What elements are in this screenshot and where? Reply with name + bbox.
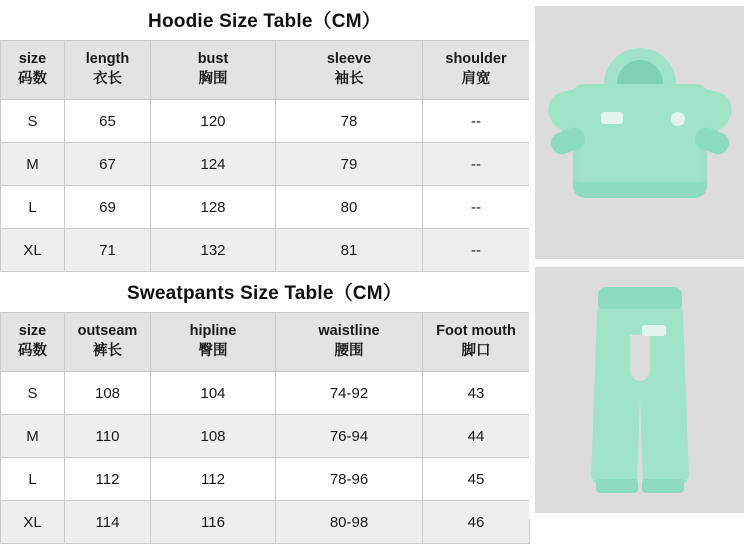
header-cell-outseam [65, 313, 151, 372]
cell-sleeve: 81 [276, 229, 423, 272]
hoodie-size-table [0, 40, 530, 272]
header-en: outseam [77, 323, 138, 340]
cell-foot-mouth: 43 [423, 372, 530, 415]
header-en: length [85, 51, 130, 68]
cell-size: S [1, 100, 65, 143]
header-cn: 脚口 [461, 343, 491, 359]
cell-bust: 124 [151, 143, 276, 186]
cell-size: L [1, 458, 65, 501]
header-cn: 码数 [18, 71, 47, 87]
table-header-row [1, 313, 530, 372]
cell-outseam: 110 [65, 415, 151, 458]
header-cell-sleeve [276, 41, 423, 100]
sweatpants-size-table [0, 312, 530, 544]
sweatpants-left-leg [590, 306, 642, 487]
cell-bust: 120 [151, 100, 276, 143]
cell-waistline: 74-92 [276, 372, 423, 415]
cell-size: L [1, 186, 65, 229]
header-en: bust [197, 51, 229, 68]
header-cell-foot-mouth [423, 313, 530, 372]
photos-column [529, 0, 750, 519]
cell-outseam: 114 [65, 501, 151, 544]
sweatpants-right-cuff [642, 479, 684, 493]
cell-waistline: 76-94 [276, 415, 423, 458]
sweatpants-garment-illustration [580, 287, 700, 493]
table-row [1, 458, 530, 501]
header-cn: 胸围 [198, 71, 228, 87]
cell-hipline: 108 [151, 415, 276, 458]
header-cell-size [1, 313, 65, 372]
cell-shoulder: -- [423, 186, 530, 229]
cell-waistline: 80-98 [276, 501, 423, 544]
cell-shoulder: -- [423, 229, 530, 272]
table-row [1, 415, 530, 458]
cell-size: XL [1, 501, 65, 544]
header-cell-bust [151, 41, 276, 100]
table-row [1, 100, 530, 143]
header-cell-size [1, 41, 65, 100]
cell-outseam: 108 [65, 372, 151, 415]
table-row [1, 229, 530, 272]
hoodie-table-title: Hoodie Size Table（CM） [148, 11, 381, 32]
table-row [1, 186, 530, 229]
header-en: shoulder [445, 51, 507, 68]
header-en: size [18, 51, 47, 68]
header-cell-waistline [276, 313, 423, 372]
sweatpants-table-title: Sweatpants Size Table（CM） [127, 283, 402, 304]
header-en: sleeve [326, 51, 372, 68]
header-cell-length [65, 41, 151, 100]
cell-size: S [1, 372, 65, 415]
header-cn: 袖长 [334, 71, 364, 87]
cell-length: 69 [65, 186, 151, 229]
table-row [1, 143, 530, 186]
cell-hipline: 112 [151, 458, 276, 501]
hoodie-chest-print-right [671, 112, 685, 126]
cell-shoulder: -- [423, 100, 530, 143]
cell-foot-mouth: 44 [423, 415, 530, 458]
sweatpants-crotch-gap [630, 335, 650, 381]
sweatpants-size-table-block [0, 272, 529, 544]
cell-size: M [1, 415, 65, 458]
cell-foot-mouth: 45 [423, 458, 530, 501]
cell-bust: 132 [151, 229, 276, 272]
cell-foot-mouth: 46 [423, 501, 530, 544]
cell-sleeve: 78 [276, 100, 423, 143]
header-en: size [18, 323, 47, 340]
hoodie-photo [535, 6, 744, 259]
cell-length: 71 [65, 229, 151, 272]
table-row [1, 501, 530, 544]
sweatpants-left-cuff [596, 479, 638, 493]
cell-length: 65 [65, 100, 151, 143]
cell-sleeve: 80 [276, 186, 423, 229]
table-header-row [1, 41, 530, 100]
sweatpants-waistband [598, 287, 682, 309]
header-cn: 码数 [18, 343, 47, 359]
hoodie-garment-illustration [547, 42, 733, 222]
header-en: Foot mouth [436, 323, 516, 340]
header-cn: 裤长 [93, 343, 122, 359]
header-cell-hipline [151, 313, 276, 372]
header-en: hipline [189, 323, 237, 340]
table-row [1, 372, 530, 415]
header-cn: 衣长 [93, 71, 122, 87]
cell-size: M [1, 143, 65, 186]
hoodie-chest-print-left [601, 112, 623, 124]
header-cn: 腰围 [334, 343, 364, 359]
header-cn: 肩宽 [461, 71, 491, 87]
cell-outseam: 112 [65, 458, 151, 501]
sweatpants-thigh-print [642, 325, 666, 336]
hoodie-hem [573, 182, 707, 198]
cell-size: XL [1, 229, 65, 272]
cell-waistline: 78-96 [276, 458, 423, 501]
cell-hipline: 116 [151, 501, 276, 544]
cell-shoulder: -- [423, 143, 530, 186]
sweatpants-photo [535, 267, 744, 513]
header-cell-shoulder [423, 41, 530, 100]
cell-hipline: 104 [151, 372, 276, 415]
cell-bust: 128 [151, 186, 276, 229]
cell-length: 67 [65, 143, 151, 186]
cell-sleeve: 79 [276, 143, 423, 186]
header-en: waistline [318, 323, 380, 340]
header-cn: 臀围 [198, 343, 228, 359]
hoodie-size-table-block [0, 0, 529, 272]
